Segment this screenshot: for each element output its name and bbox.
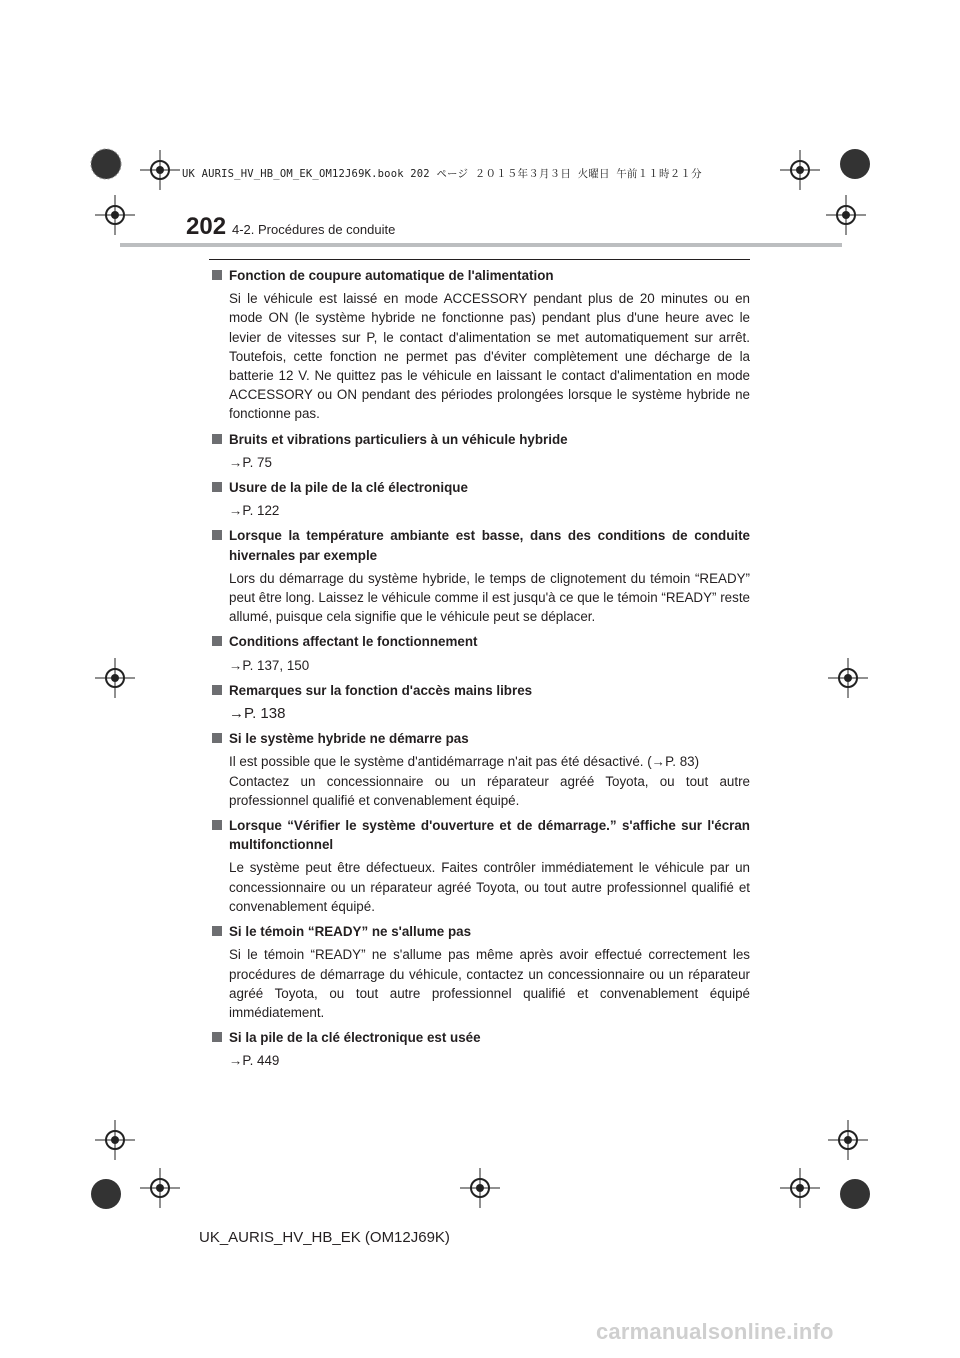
registration-mark-top-right-cross bbox=[780, 150, 820, 190]
item-title: Lorsque “Vérifier le système d'ouverture et de démarrage.” s'affiche sur l'écran multifonctionnel bbox=[229, 818, 750, 853]
page-reference: →P. 138 bbox=[229, 705, 286, 723]
bullet-square-icon bbox=[212, 482, 222, 492]
bullet-square-icon bbox=[212, 1032, 222, 1042]
page-number: 202 bbox=[186, 213, 227, 240]
item-title: Usure de la pile de la clé électronique bbox=[229, 480, 468, 496]
item-title: Lorsque la température ambiante est basse, dans des conditions de conduite hivernales par exemple bbox=[229, 528, 750, 563]
footer-code: UK_AURIS_HV_HB_EK (OM12J69K) bbox=[199, 1229, 450, 1246]
item-title: Si le témoin “READY” ne s'allume pas bbox=[229, 924, 472, 940]
page-reference: →P. 137, 150 bbox=[229, 657, 310, 673]
bullet-square-icon bbox=[212, 926, 222, 936]
item-title: Conditions affectant le fonctionnement bbox=[229, 634, 478, 650]
registration-mark-bottom-right bbox=[828, 1120, 868, 1160]
item-auto-power-off bbox=[212, 266, 750, 424]
item-ready-not-lit bbox=[212, 922, 750, 1022]
registration-mark-top-right-solid bbox=[835, 144, 875, 184]
item-key-battery-wear bbox=[212, 478, 750, 520]
watermark: carmanualsonline.info bbox=[596, 1319, 834, 1344]
page-reference: →P. 122 bbox=[229, 503, 280, 519]
book-stamp: UK AURIS_HV_HB_OM_EK_OM12J69K.book 202 ページ ２０１５年３月３日 火曜日 午前１１時２１分 bbox=[182, 168, 702, 180]
item-title: Si le système hybride ne démarre pas bbox=[229, 731, 469, 747]
item-body-line: Contactez un concessionnaire ou un réparateur agréé Toyota, ou tout autre professionnel qualifié et convenablement équipé. bbox=[229, 773, 750, 808]
bullet-square-icon bbox=[212, 434, 222, 444]
bullet-square-icon bbox=[212, 636, 222, 646]
page-reference: →P. 75 bbox=[229, 454, 272, 470]
header-bar bbox=[120, 243, 842, 247]
section-title: 4-2. Procédures de conduite bbox=[232, 222, 396, 237]
item-low-temperature bbox=[212, 526, 750, 626]
registration-mark-top-left-cross bbox=[140, 150, 180, 190]
page-reference: →P. 449 bbox=[229, 1053, 280, 1069]
registration-mark-mid-right bbox=[828, 658, 868, 698]
registration-mark-bottom-left-cross bbox=[140, 1168, 180, 1208]
item-operating-conditions bbox=[212, 632, 750, 674]
bullet-square-icon bbox=[212, 733, 222, 743]
content bbox=[212, 266, 750, 1077]
item-smart-entry-notes bbox=[212, 681, 750, 723]
item-hybrid-no-start bbox=[212, 729, 750, 810]
item-body-line: Il est possible que le système d'antidémarrage n'ait pas été désactivé. (→P. 83) bbox=[229, 754, 700, 770]
content-rule bbox=[209, 259, 750, 260]
item-noises-vibrations bbox=[212, 430, 750, 472]
registration-mark-mid-left bbox=[95, 658, 135, 698]
registration-mark-bottom-center bbox=[460, 1168, 500, 1208]
item-title: Remarques sur la fonction d'accès mains libres bbox=[229, 682, 533, 698]
item-body: Si le témoin “READY” ne s'allume pas même après avoir effectué correctement les procédures de démarrage du véhicule, contactez un concessionnaire ou un réparateur agréé Toyota, ou tout autre professionnel qualifié et convenablement équipé immédiatement. bbox=[229, 947, 750, 1020]
registration-mark-bottom-right-cross bbox=[780, 1168, 820, 1208]
registration-mark-bottom-left bbox=[95, 1120, 135, 1160]
bullet-square-icon bbox=[212, 820, 222, 830]
item-body: Le système peut être défectueux. Faites contrôler immédiatement le véhicule par un concessionnaire ou un réparateur agréé Toyota, ou tout autre professionnel qualifié et convenablement équipé. bbox=[229, 860, 750, 914]
item-key-battery-depleted bbox=[212, 1028, 750, 1070]
item-body: Lors du démarrage du système hybride, le temps de clignotement du témoin “READY” peut être long. Laissez le véhicule comme il est jusqu'à ce que le témoin “READY” reste allumé, puisque cela signifie que le véhicule peut se déplacer. bbox=[229, 570, 750, 625]
bullet-square-icon bbox=[212, 685, 222, 695]
bullet-square-icon bbox=[212, 530, 222, 540]
registration-mark-bottom-left-solid bbox=[86, 1174, 126, 1214]
item-title: Si la pile de la clé électronique est usée bbox=[229, 1030, 481, 1046]
registration-mark-top-right-2 bbox=[826, 195, 866, 235]
registration-mark-top-left-solid bbox=[86, 144, 126, 184]
registration-mark-top-left-2 bbox=[95, 195, 135, 235]
item-check-entry-start-system bbox=[212, 816, 750, 916]
item-title: Fonction de coupure automatique de l'alimentation bbox=[229, 268, 554, 283]
item-title: Bruits et vibrations particuliers à un véhicule hybride bbox=[229, 431, 568, 447]
registration-mark-bottom-right-solid bbox=[835, 1174, 875, 1214]
bullet-square-icon bbox=[212, 270, 222, 280]
item-body: Si le véhicule est laissé en mode ACCESSORY pendant plus de 20 minutes ou en mode ON (le système hybride ne fonctionne pas) pendant plus d'une heure avec le levier de vitesses sur P, le contact d'alimentation se met automatiquement sur arrêt. Toutefois, cette fonction ne permet pas d'éviter complètement une décharge de la batterie 12 V. Ne quittez pas le véhicule en laissant le contact d'alimentation en mode ACCESSORY ou ON pendant des périodes prolongées lorsque le système hybride ne fonctionne pas. bbox=[229, 291, 750, 422]
